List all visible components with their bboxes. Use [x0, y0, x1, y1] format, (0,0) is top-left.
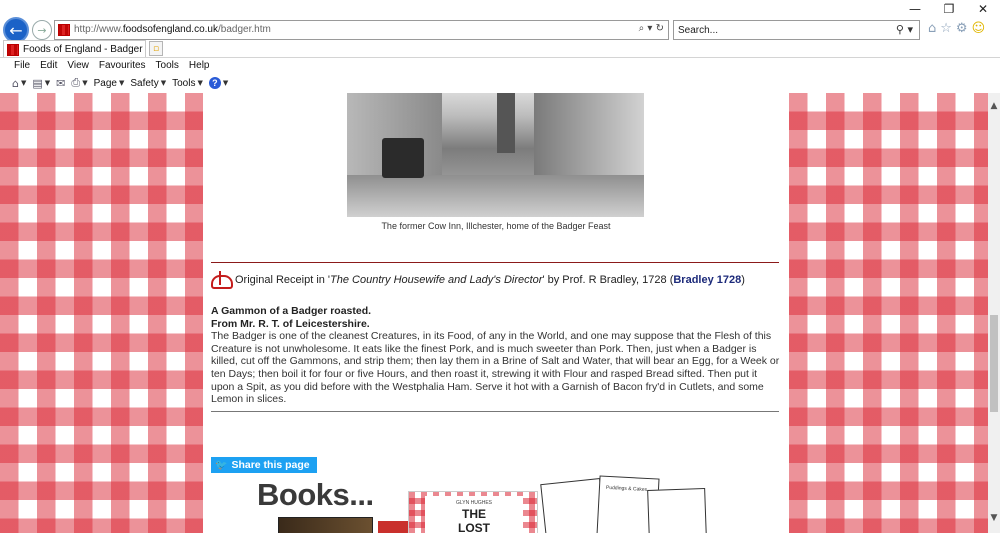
scrollbar-thumb[interactable]: [990, 315, 998, 412]
restore-button[interactable]: ❐: [943, 2, 955, 16]
gingham-background-right: [789, 93, 988, 533]
safety-menu-button[interactable]: Safety: [130, 77, 159, 89]
favorites-star-icon[interactable]: ☆: [940, 21, 952, 36]
menu-favourites[interactable]: Favourites: [98, 60, 146, 71]
books-heading: Books...: [257, 477, 374, 512]
page-viewport: [0, 93, 988, 533]
recipe-sheet-heading: Puddings & Cakes: [605, 484, 648, 493]
address-controls[interactable]: ⌕ ▾ ↻: [638, 23, 664, 34]
tools-menu-button[interactable]: Tools: [172, 77, 196, 89]
book-image-dark[interactable]: [278, 517, 373, 533]
receipt-book-icon: [211, 273, 231, 287]
gingham-background-left: [0, 93, 203, 533]
address-url[interactable]: [74, 24, 271, 35]
settings-gear-icon[interactable]: ⚙: [955, 21, 968, 36]
help-icon[interactable]: ?: [209, 77, 221, 89]
twitter-bird-icon: 🐦: [215, 459, 228, 471]
photo-building-right: [534, 93, 644, 188]
tab-favicon-icon: [7, 44, 19, 56]
receipt-book-title: The Country Housewife and Lady's Director: [330, 274, 543, 286]
toolbar-right-icons: [928, 21, 985, 36]
menu-help[interactable]: Help: [188, 60, 210, 71]
close-button[interactable]: ✕: [977, 2, 989, 16]
chevron-down-icon[interactable]: ▼: [222, 79, 229, 87]
photo-church-tower: [497, 93, 515, 153]
new-tab-icon: ▫: [152, 43, 160, 54]
feedback-smiley-icon[interactable]: ☺: [971, 21, 986, 36]
the-lost-book-cover[interactable]: [408, 491, 538, 533]
recipe-sheets-image[interactable]: [543, 475, 709, 533]
navigation-bar: [0, 16, 1000, 42]
vertical-scrollbar[interactable]: [988, 93, 1000, 533]
recipe-block: [211, 305, 781, 406]
forward-arrow-icon: →: [37, 23, 47, 37]
recipe-sheet: [647, 488, 707, 533]
search-input[interactable]: [678, 23, 878, 37]
menu-tools[interactable]: Tools: [155, 60, 179, 71]
cow-inn-photo: [347, 93, 644, 217]
receipt-suffix: ): [741, 274, 745, 286]
url-domain: foodsofengland.co.uk: [122, 24, 218, 35]
chevron-down-icon[interactable]: ▼: [118, 79, 125, 87]
recipe-title: A Gammon of a Badger roasted.: [211, 305, 372, 317]
tab-strip: [0, 40, 1000, 58]
scroll-up-icon[interactable]: ▲: [990, 101, 998, 111]
chevron-down-icon[interactable]: ▼: [82, 79, 88, 87]
menu-edit[interactable]: Edit: [40, 60, 58, 71]
page-content: [203, 93, 789, 533]
photo-caption: The former Cow Inn, Illchester, home of the Badger Feast: [381, 221, 611, 231]
command-bar: [0, 74, 1000, 92]
minimize-button[interactable]: —: [909, 2, 921, 16]
chevron-down-icon[interactable]: ▼: [160, 79, 167, 87]
share-this-page-button[interactable]: [211, 457, 317, 473]
book-image-red[interactable]: [378, 521, 408, 533]
print-icon[interactable]: ⎙: [71, 76, 81, 89]
menu-file[interactable]: File: [14, 60, 31, 71]
chevron-down-icon[interactable]: ▼: [44, 79, 51, 87]
home-icon[interactable]: ⌂: [12, 76, 19, 90]
tab-label: Foods of England - Badger: [23, 44, 143, 55]
address-bar[interactable]: [54, 20, 669, 40]
chevron-down-icon[interactable]: ▼: [20, 79, 27, 87]
section-divider-grey: [211, 411, 779, 412]
tab-foods-of-england-badger[interactable]: [3, 40, 146, 58]
feeds-icon[interactable]: ▤: [32, 76, 43, 90]
browser-chrome: [0, 0, 1000, 93]
menu-bar: [0, 58, 1000, 73]
home-icon[interactable]: ⌂: [928, 21, 937, 36]
search-box[interactable]: [673, 20, 920, 40]
page-menu-button[interactable]: Page: [93, 77, 117, 89]
menu-view[interactable]: View: [67, 60, 89, 71]
book-title-line2: LOST: [458, 521, 490, 533]
chevron-down-icon[interactable]: ▼: [197, 79, 203, 87]
mail-icon[interactable]: ✉: [56, 76, 66, 90]
search-icon[interactable]: ⚲ ▾: [895, 23, 913, 36]
url-prefix: http://www.: [74, 24, 123, 35]
recipe-source: From Mr. R. T. of Leicestershire.: [211, 317, 370, 330]
recipe-sheet: [540, 478, 606, 533]
site-favicon-icon: [58, 24, 70, 36]
receipt-author: ' by Prof. R Bradley, 1728 (: [542, 274, 674, 286]
book-author: GLYN HUGHES: [455, 500, 493, 506]
new-tab-button[interactable]: [149, 41, 163, 56]
scroll-down-icon[interactable]: ▼: [990, 513, 998, 523]
book-cover-inner: [425, 496, 523, 533]
original-receipt-line: [211, 273, 781, 287]
recipe-body: The Badger is one of the cleanest Creatures, in its Food, of any in the World, and one may suppose that the Flesh of this Creature is not unwholesome. It eats like the finest Pork, and is much sweeter than Pork. Then, just when a Badger is killed, cut off the Gammons, and strip them; then lay them in a Brine of Salt and Water, that will bear an Egg, for a Week or ten Days; then boil it for four or five Hours, and then roast it, strewing it with Flour and rasped Bread sifted. Then put it upon a Spit, as you did before with the Westphalia Ham. Serve it hot with a Garnish of Bacon fry'd in Cutlets, and some Lemon in slices.: [211, 330, 780, 406]
back-arrow-icon: ←: [9, 20, 23, 40]
url-path: /badger.htm: [217, 24, 271, 35]
forward-button[interactable]: [32, 20, 52, 40]
bradley-1728-link[interactable]: Bradley 1728: [673, 274, 742, 286]
photo-road: [347, 175, 644, 217]
section-divider-red: [211, 262, 779, 263]
receipt-text: [235, 274, 745, 286]
receipt-prefix: Original Receipt in ': [235, 274, 331, 286]
book-title-line1: THE: [462, 507, 486, 521]
share-label: Share this page: [231, 459, 310, 471]
photo-cart: [382, 138, 424, 178]
